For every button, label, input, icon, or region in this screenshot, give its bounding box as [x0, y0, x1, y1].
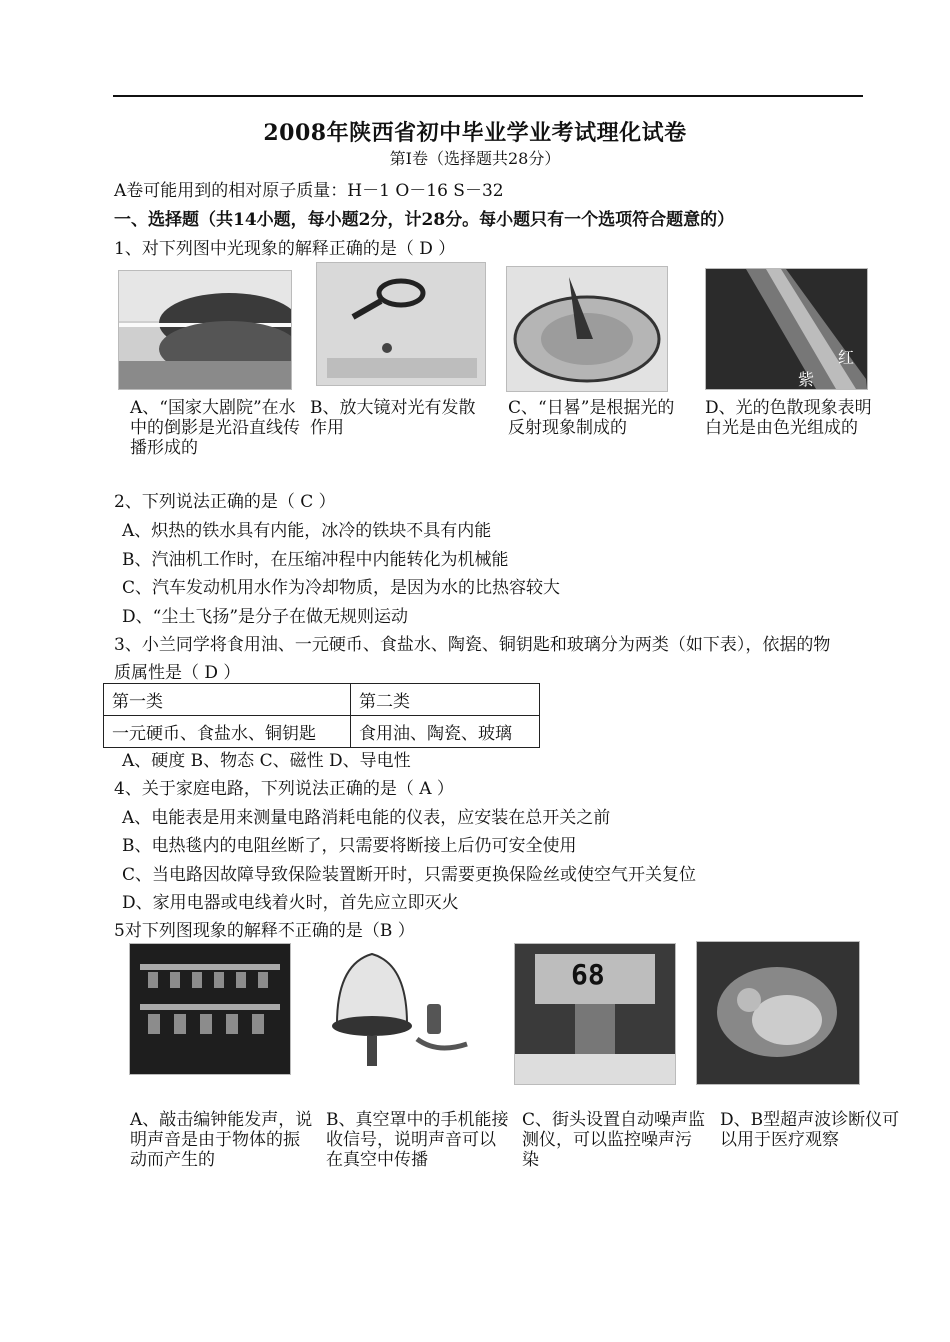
q1-photo-theater-reflection [118, 270, 292, 390]
q1-caption-b: B、放大镜对光有发散作用 [310, 398, 476, 438]
table-row [104, 716, 540, 748]
q2-stem: 2、下列说法正确的是（ C ） [114, 492, 336, 512]
q5-caption-c: C、街头设置自动噪声监测仪，可以监控噪声污染 [522, 1110, 706, 1170]
q4-option-d: D、家用电器或电线着火时，首先应立即灭火 [122, 893, 459, 913]
q3-stem-line2: 质属性是（ D ） [114, 663, 241, 683]
q4-stem: 4、关于家庭电路，下列说法正确的是（ A ） [114, 779, 454, 799]
table-header-row [104, 684, 540, 716]
q1-caption-a: A、“国家大剧院”在水中的倒影是光沿直线传播形成的 [130, 398, 300, 458]
q4-option-b: B、电热毯内的电阻丝断了，只需要将断接上后仍可安全使用 [122, 836, 577, 856]
table-cell: 食用油、陶瓷、玻璃 [351, 716, 540, 748]
q1-photo-dispersion [705, 268, 868, 390]
q1-photo-magnifier [316, 262, 486, 386]
table-cell: 一元硬币、食盐水、铜钥匙 [104, 716, 351, 748]
q1-caption-d: D、光的色散现象表明白光是由色光组成的 [705, 398, 872, 438]
atomic-masses: A卷可能用到的相对原子质量：H－1 O－16 S－32 [114, 181, 504, 201]
q5-caption-d: D、B型超声波诊断仪可以用于医疗观察 [720, 1110, 900, 1150]
q2-option-b: B、汽油机工作时，在压缩冲程中内能转化为机械能 [122, 550, 509, 570]
q1-photo-sundial [506, 266, 668, 392]
q2-option-d: D、“尘土飞扬”是分子在做无规则运动 [122, 607, 409, 627]
section-heading: 一、选择题（共14小题，每小题2分，计28分。每小题只有一个选项符合题意的） [114, 210, 735, 230]
page-subtitle: 第I卷（选择题共28分） [389, 149, 561, 168]
q5-stem: 5对下列图现象的解释不正确的是（B ） [114, 921, 415, 941]
meter-reading: 68 [571, 958, 605, 991]
label-purple: 紫 [798, 370, 815, 389]
label-red: 红 [838, 348, 855, 367]
page-title: 2008年陕西省初中毕业学业考试理化试卷 [263, 120, 687, 146]
q5-caption-b: B、真空罩中的手机能接收信号，说明声音可以在真空中传播 [326, 1110, 509, 1170]
q5-photo-ultrasound [696, 941, 860, 1085]
q5-photo-noise-monitor [514, 943, 676, 1085]
q5-photo-chime-bells [129, 943, 291, 1075]
q1-stem: 1、对下列图中光现象的解释正确的是（ D ） [114, 239, 456, 259]
q4-option-c: C、当电路因故障导致保险装置断开时，只需要更换保险丝或使空气开关复位 [122, 865, 697, 885]
q3-stem-line1: 3、小兰同学将食用油、一元硬币、食盐水、陶瓷、铜钥匙和玻璃分为两类（如下表），依据的物 [114, 635, 831, 655]
table-header-cell: 第一类 [104, 684, 351, 716]
q2-option-c: C、汽车发动机用水作为冷却物质，是因为水的比热容较大 [122, 578, 561, 598]
q3-options: A、硬度 B、物态 C、磁性 D、导电性 [122, 751, 411, 771]
q2-option-a: A、炽热的铁水具有内能，冰冷的铁块不具有内能 [122, 521, 492, 541]
table-header-cell: 第二类 [351, 684, 540, 716]
q3-classification-table [103, 683, 540, 748]
header-rule [113, 95, 863, 97]
q5-caption-a: A、敲击编钟能发声，说明声音是由于物体的振动而产生的 [130, 1110, 313, 1170]
q5-photo-vacuum-jar [316, 943, 486, 1085]
q1-caption-c: C、“日晷”是根据光的反射现象制成的 [508, 398, 675, 438]
q4-option-a: A、电能表是用来测量电路消耗电能的仪表，应安装在总开关之前 [122, 808, 611, 828]
